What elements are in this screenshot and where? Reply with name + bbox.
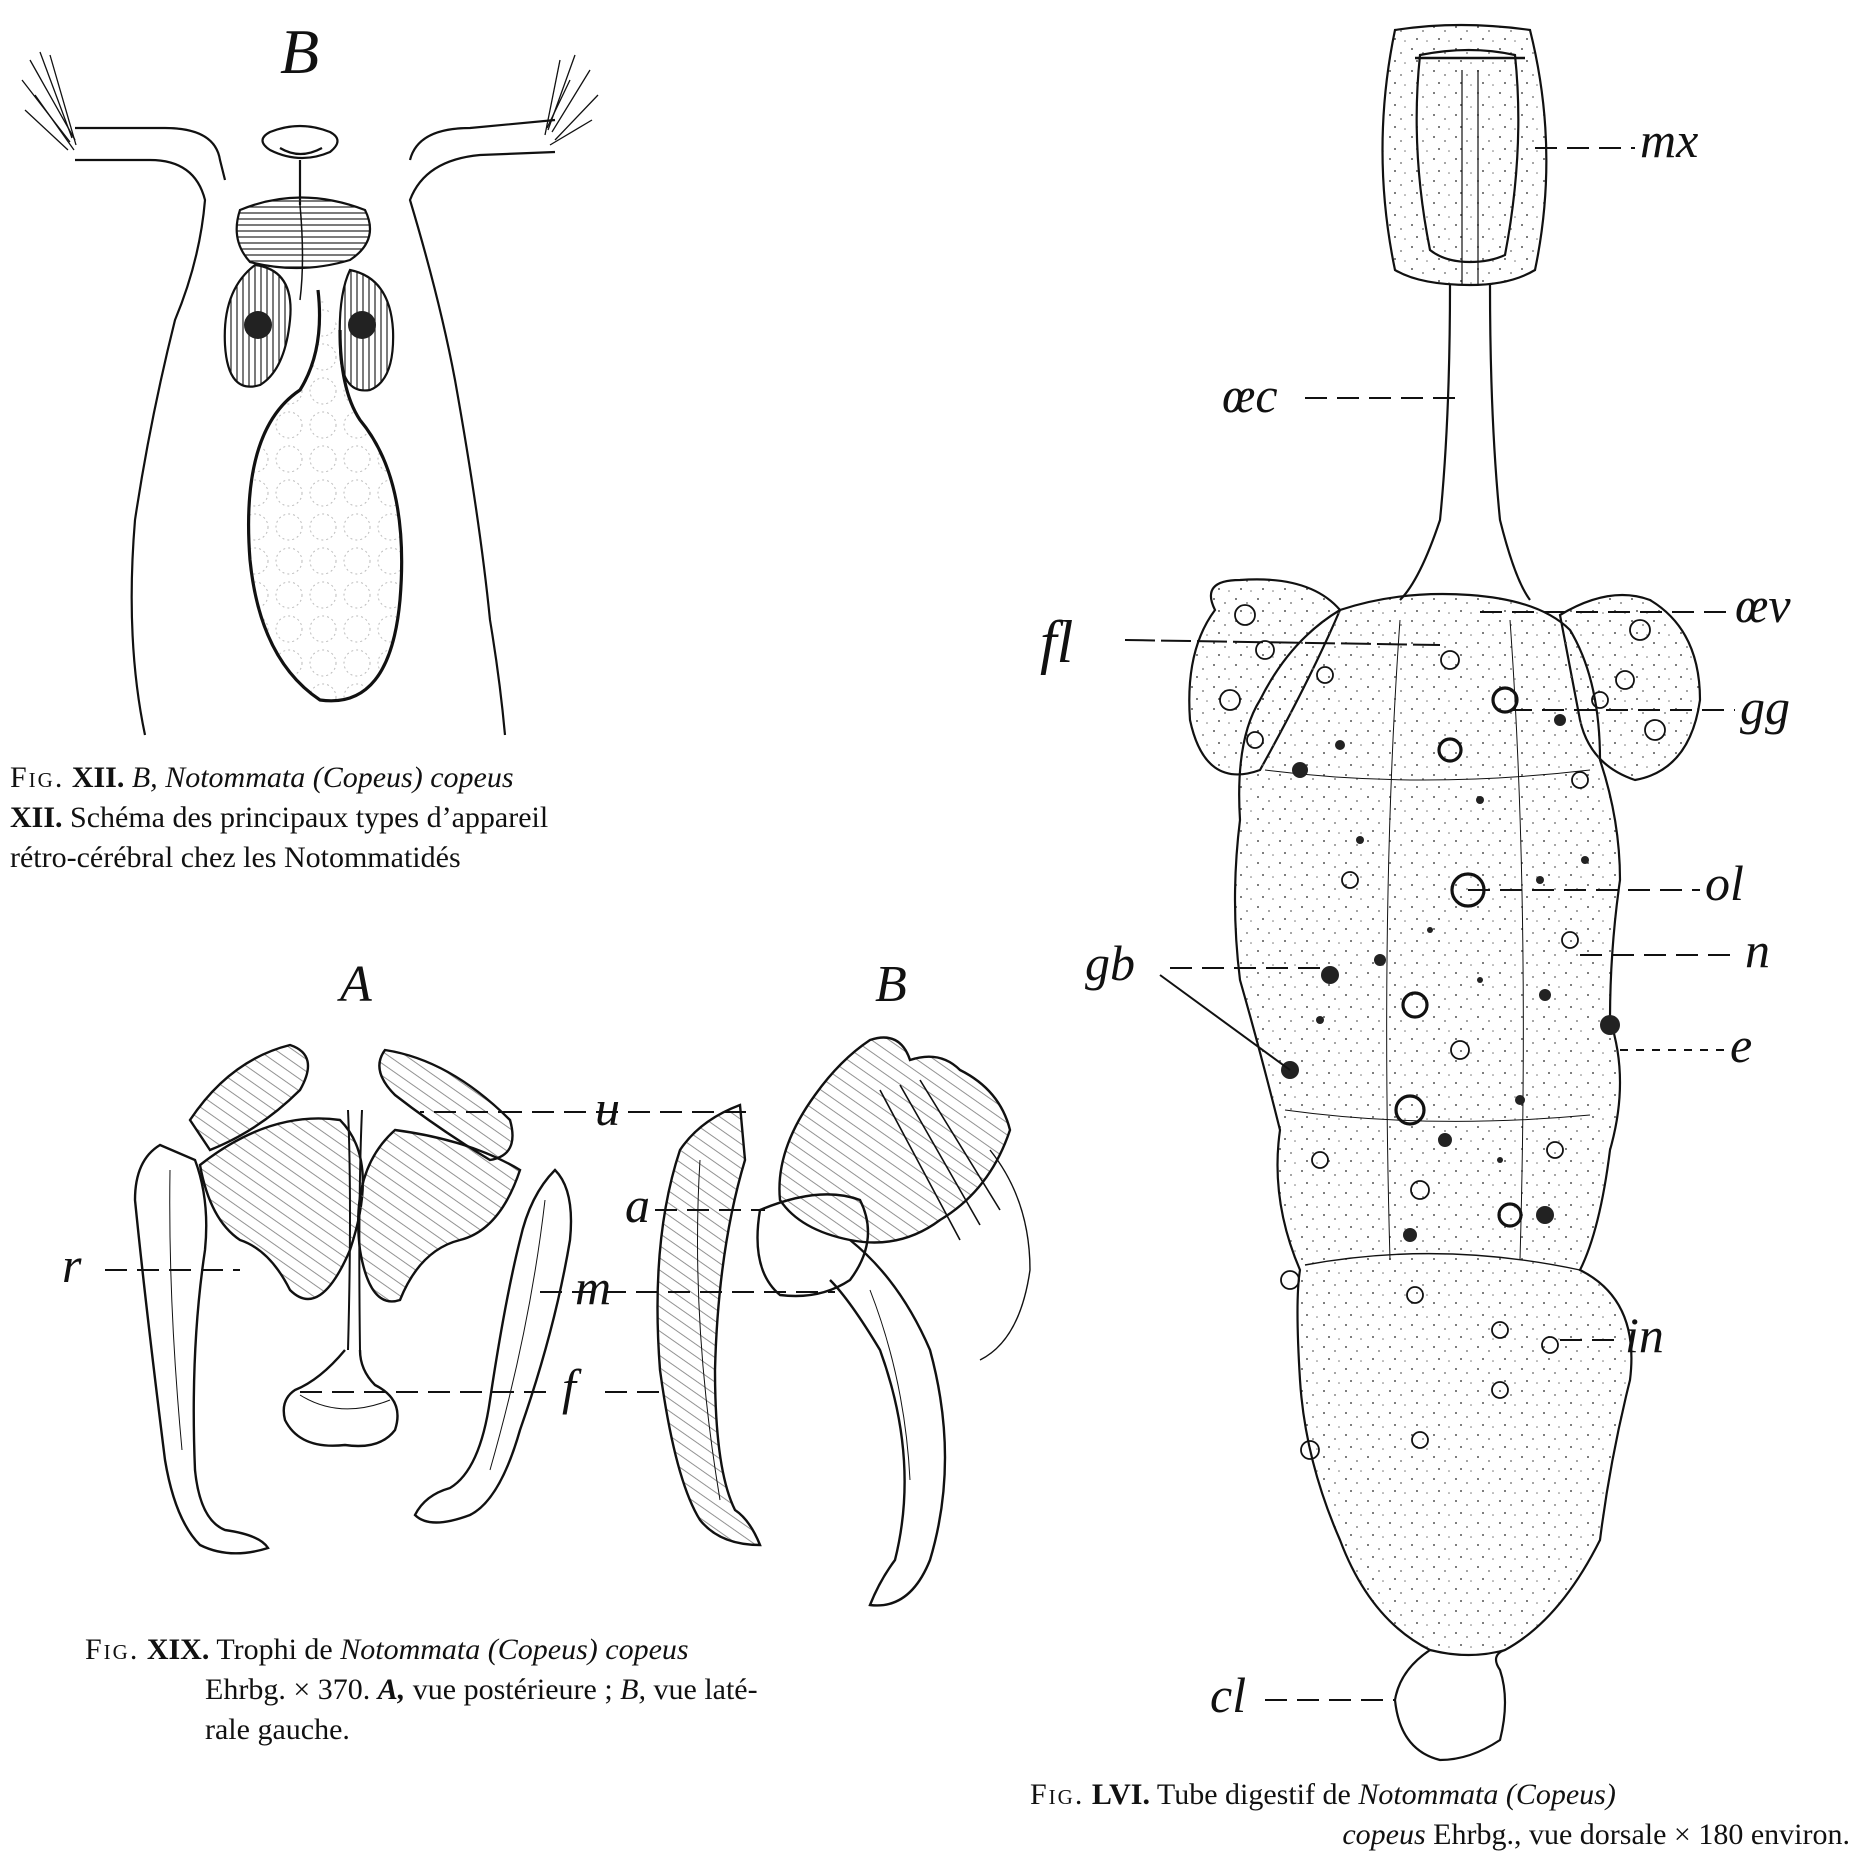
fig19-view-letter-a: A: [340, 956, 372, 1013]
fig12-fig-num: XII.: [71, 761, 125, 794]
label-a: a: [625, 1177, 650, 1233]
fig56-subgenus: (Copeus): [1505, 1778, 1616, 1811]
fig56-drawing: [1189, 25, 1700, 1760]
fig56-genus: Notommata: [1358, 1778, 1499, 1811]
label-mx: mx: [1640, 112, 1699, 168]
fig19-line3: rale gauche.: [205, 1713, 350, 1746]
fig12-caption: [10, 758, 810, 878]
fig19-a-text: vue postérieure ;: [412, 1673, 613, 1706]
fig56-fig-word: Fig.: [1030, 1778, 1085, 1811]
fig56-caption: [1030, 1775, 1850, 1855]
label-fl: fl: [1040, 609, 1074, 675]
fig56-author: Ehrbg., vue dorsale × 180 environ.: [1433, 1818, 1850, 1851]
fig19-fig-word: Fig.: [85, 1633, 140, 1666]
fig56-fig-num: LVI.: [1091, 1778, 1150, 1811]
fig19-text1: Trophi de: [216, 1633, 333, 1666]
fig56-species: copeus: [1342, 1818, 1426, 1851]
fig12-genus: Notommata: [165, 761, 306, 794]
fig12-ref: B,: [131, 761, 158, 794]
fig12-line2-text: Schéma des principaux types d’appareil: [70, 801, 549, 834]
fig19-a-ref: A,: [377, 1673, 406, 1706]
fig12-subgenus: (Copeus): [312, 761, 423, 794]
label-e: e: [1730, 1017, 1753, 1073]
fig19b-drawing: [658, 1038, 1031, 1606]
label-gb: gb: [1085, 935, 1135, 991]
fig12-species: copeus: [430, 761, 514, 794]
label-n: n: [1745, 922, 1770, 978]
fig19-genus: Notommata: [340, 1633, 481, 1666]
label-cl: cl: [1210, 1667, 1247, 1723]
label-gg: gg: [1740, 679, 1790, 735]
label-f: f: [562, 1359, 576, 1415]
fig12-fig-word: Fig.: [10, 761, 65, 794]
fig19-fig-num: XIX.: [146, 1633, 210, 1666]
label-oev: œv: [1735, 577, 1791, 633]
fig19-subgenus: (Copeus): [487, 1633, 598, 1666]
fig19a-drawing: [135, 1045, 571, 1553]
label-in: in: [1625, 1307, 1664, 1363]
fig56-text1: Tube digestif de: [1156, 1778, 1351, 1811]
fig19-b-text: vue laté-: [653, 1673, 758, 1706]
fig12-line2-num: XII.: [10, 801, 63, 834]
fig19-view-letter-b: B: [875, 956, 907, 1013]
label-ol: ol: [1705, 855, 1744, 911]
label-oc: œc: [1222, 367, 1278, 423]
fig12-view-letter-b: B: [280, 16, 320, 87]
fig12-line3-text: rétro-cérébral chez les Notommatidés: [10, 841, 461, 874]
fig19-author: Ehrbg. × 370.: [205, 1673, 371, 1706]
fig19-caption: [85, 1630, 1015, 1750]
label-m: m: [575, 1259, 612, 1315]
label-r: r: [62, 1237, 82, 1293]
label-u: u: [595, 1080, 620, 1136]
fig19-b-ref: B,: [620, 1673, 646, 1706]
fig12-drawing: [22, 52, 598, 735]
fig19-species: copeus: [605, 1633, 689, 1666]
